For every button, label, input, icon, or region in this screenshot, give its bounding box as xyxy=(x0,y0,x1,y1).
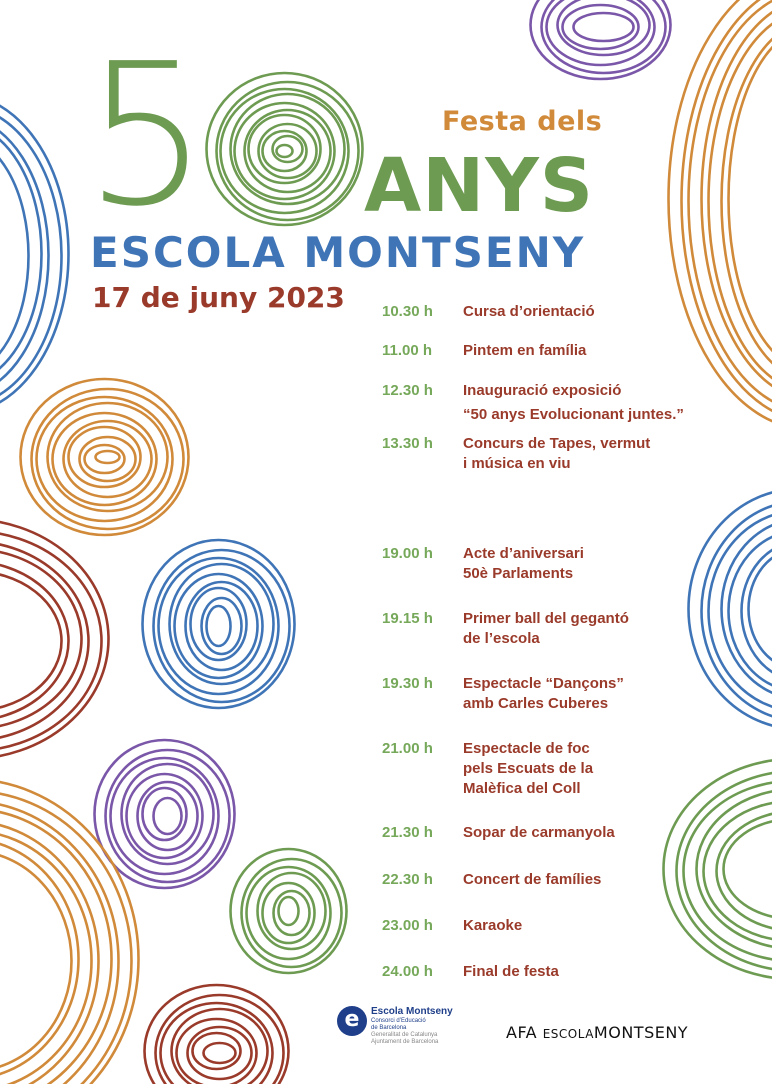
schedule-item xyxy=(382,379,684,427)
ring-stroke xyxy=(709,11,772,391)
schedule-desc: Acte d’aniversari xyxy=(463,545,584,562)
schedule-desc: i música en viu xyxy=(463,455,571,472)
schedule-time: 12.30 h xyxy=(382,382,433,399)
school-name: ESCOLA MONTSENY xyxy=(90,228,586,277)
ring-stroke xyxy=(64,421,152,497)
logo-school-name: Escola Montseny xyxy=(371,1006,453,1017)
ring-stroke xyxy=(188,1027,252,1079)
schedule-desc: Espectacle “Dançons” xyxy=(463,675,624,692)
rings-red-bottom xyxy=(145,985,289,1084)
logo-sub-2: de Barcelona xyxy=(371,1025,407,1031)
afa-montseny-label: MONTSENY xyxy=(593,1023,689,1042)
ring-stroke xyxy=(106,750,230,882)
rings-purple-left xyxy=(95,740,235,888)
schedule-item xyxy=(382,302,595,322)
schedule-desc: Final de festa xyxy=(463,963,559,980)
rings-blue-right xyxy=(689,489,772,729)
schedule-desc: Karaoke xyxy=(463,917,523,934)
anys-title: ANYS xyxy=(364,143,595,229)
schedule-desc: Sopar de carmanyola xyxy=(463,824,615,841)
ring-stroke xyxy=(277,145,293,157)
ring-stroke xyxy=(159,558,279,694)
schedule-desc: Malèfica del Coll xyxy=(463,780,581,797)
schedule-item xyxy=(382,962,559,982)
schedule-desc: Pintem en família xyxy=(463,342,587,359)
festa-dels-label: Festa dels xyxy=(442,106,603,137)
ring-stroke xyxy=(729,29,772,369)
schedule-desc: Cursa d’orientació xyxy=(463,303,595,320)
escola-montseny-logo xyxy=(337,1006,453,1046)
schedule-time: 23.00 h xyxy=(382,917,433,934)
event-date: 17 de juny 2023 xyxy=(92,281,345,314)
schedule-item xyxy=(382,434,650,474)
ring-stroke xyxy=(80,437,136,481)
rings-red-left xyxy=(0,519,109,759)
schedule-item xyxy=(382,544,584,584)
ring-stroke xyxy=(0,851,72,1071)
ring-stroke xyxy=(175,574,263,678)
ring-stroke xyxy=(48,403,168,511)
schedule-desc: Concurs de Tapes, vermut xyxy=(463,435,651,452)
schedule-time: 13.30 h xyxy=(382,435,433,452)
ring-stroke xyxy=(154,798,182,834)
schedule-desc: amb Carles Cuberes xyxy=(463,695,609,712)
schedule-desc: Espectacle de foc xyxy=(463,740,590,757)
ring-stroke xyxy=(32,389,184,529)
ring-stroke xyxy=(207,606,231,646)
afa-logo xyxy=(506,1023,688,1042)
ring-stroke xyxy=(96,451,120,463)
schedule-desc: de l’escola xyxy=(463,630,540,647)
ring-stroke xyxy=(143,788,187,840)
schedule-time: 22.30 h xyxy=(382,871,433,888)
logo-sub-3: Generalitat de Catalunya xyxy=(371,1032,438,1038)
schedule-time: 11.00 h xyxy=(382,342,433,359)
schedule-desc: Concert de famílies xyxy=(463,871,602,888)
schedule-time: 21.30 h xyxy=(382,824,433,841)
schedule-time: 19.30 h xyxy=(382,675,433,692)
schedule-desc: “50 anys Evolucionant juntes.” xyxy=(463,406,684,423)
rings-green-bottom xyxy=(231,849,347,973)
schedule-time: 21.00 h xyxy=(382,740,433,757)
ring-stroke xyxy=(0,571,62,711)
schedule-desc: 50è Parlaments xyxy=(463,565,574,582)
schedule-item xyxy=(382,609,629,649)
schedule-time: 10.30 h xyxy=(382,303,433,320)
logo-sub-1: Consorci d’Educació xyxy=(371,1018,426,1024)
schedule-desc: Inauguració exposició xyxy=(463,382,622,399)
rings-orange-right xyxy=(669,0,772,429)
ring-stroke xyxy=(574,13,634,41)
rings-orange-left xyxy=(21,379,189,535)
rings-green-top xyxy=(207,73,363,225)
rings-green-right xyxy=(664,759,772,979)
ring-stroke xyxy=(204,1043,236,1063)
schedule-item xyxy=(382,739,593,799)
ring-stroke xyxy=(279,897,299,925)
schedule-item xyxy=(382,674,624,714)
schedule-time: 19.15 h xyxy=(382,610,433,627)
rings-blue-left xyxy=(0,94,69,414)
schedule-item xyxy=(382,823,615,843)
schedule-time: 19.00 h xyxy=(382,545,433,562)
big-five-digit: 5 xyxy=(84,22,209,250)
schedule-item xyxy=(382,916,522,936)
ring-stroke xyxy=(247,867,331,959)
logo-sub-4: Ajuntament de Barcelona xyxy=(371,1039,439,1045)
afa-escola-label: ESCOLA xyxy=(542,1027,594,1041)
schedule-item xyxy=(382,341,586,361)
logo-e-icon: e xyxy=(337,1006,367,1036)
schedule-item xyxy=(382,870,601,890)
ring-stroke xyxy=(558,0,650,55)
ring-stroke xyxy=(704,801,772,941)
ring-stroke xyxy=(0,531,102,751)
schedule-desc: Primer ball del gegantó xyxy=(463,610,629,627)
rings-purple-top xyxy=(531,0,671,79)
schedule-desc: pels Escuats de la xyxy=(463,760,594,777)
rings-blue-center xyxy=(143,540,295,708)
afa-label: AFA xyxy=(506,1023,538,1042)
schedule-time: 24.00 h xyxy=(382,963,433,980)
rings-orange-bottom-left xyxy=(0,779,139,1084)
